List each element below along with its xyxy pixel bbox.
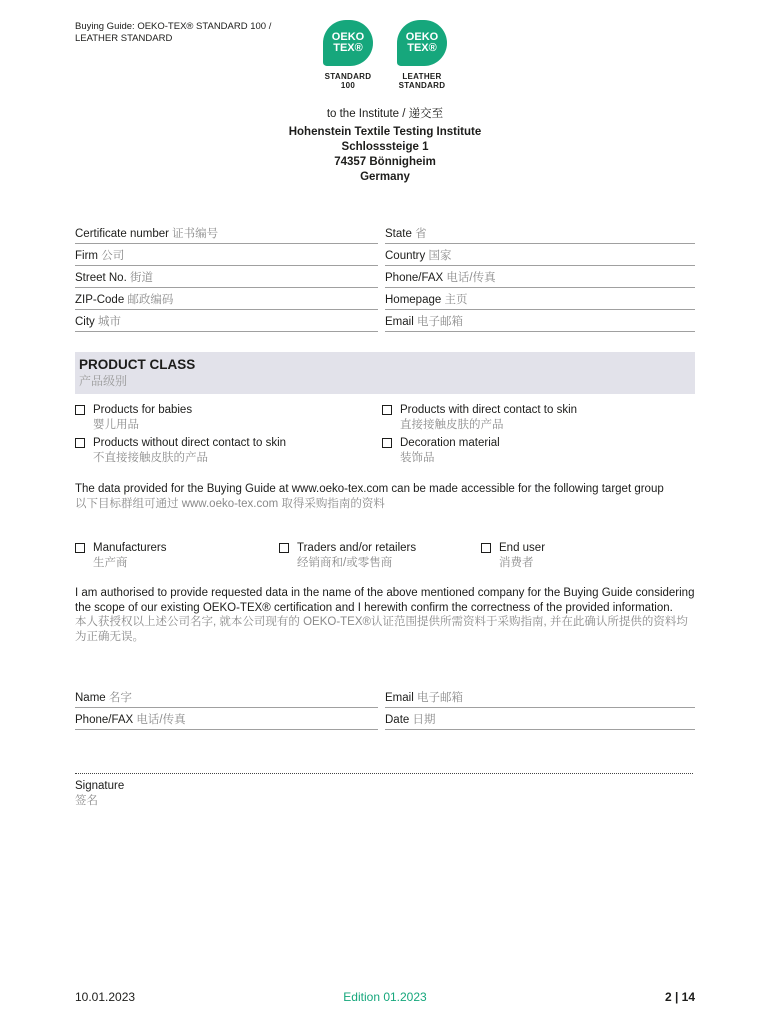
certificate-number-field[interactable]: Certificate number 证书编号 <box>75 222 378 244</box>
oeko-tex-leather-standard-logo: OEKO TEX® LEATHER STANDARD <box>387 20 457 90</box>
checkbox-icon[interactable] <box>481 543 491 553</box>
signature-line[interactable] <box>75 763 693 774</box>
institute-recipient-label: to the Institute / 递交至 <box>326 108 444 120</box>
checkbox-decoration-material[interactable]: Decoration material 装饰品 <box>382 436 695 465</box>
city-field[interactable]: City 城市 <box>75 310 378 332</box>
checkbox-traders-retailers[interactable]: Traders and/or retailers 经销商和/或零售商 <box>279 541 474 570</box>
oeko-tex-standard-100-logo: OEKO TEX® STANDARD 100 <box>313 20 383 90</box>
phone-fax-field[interactable]: Phone/FAX 电话/传真 <box>385 266 695 288</box>
country-field[interactable]: Country 国家 <box>385 244 695 266</box>
buying-guide-title: Buying Guide: OEKO-TEX® STANDARD 100 / LEATHER STANDARD <box>75 21 272 44</box>
homepage-field[interactable]: Homepage 主页 <box>385 288 695 310</box>
checkbox-icon[interactable] <box>75 405 85 415</box>
checkbox-icon[interactable] <box>382 438 392 448</box>
checkbox-products-for-babies[interactable]: Products for babies 婴儿用品 <box>75 403 375 432</box>
date-field[interactable]: Date 日期 <box>385 708 695 730</box>
checkbox-icon[interactable] <box>75 543 85 553</box>
street-field[interactable]: Street No. 街道 <box>75 266 378 288</box>
checkbox-icon[interactable] <box>75 438 85 448</box>
checkbox-end-user[interactable]: End user 消费者 <box>481 541 691 570</box>
signer-phone-fax-field[interactable]: Phone/FAX 电话/传真 <box>75 708 378 730</box>
authorisation-statement: I am authorised to provide requested data in the name of the above mentioned company for the Buying Guide considering the scope of our existing OEKO-TEX® certification and I herewith confirm the correctness of the provided information. 本人获授权以上述公司名字, 就本公司现有的 OEKO-TEX®认证范围提供所需资料于采购指南, 并在此确认所提供的资料均为正确无误。 <box>75 587 695 643</box>
email-field[interactable]: Email 电子邮箱 <box>385 310 695 332</box>
target-group-description: The data provided for the Buying Guide at www.oeko-tex.com can be made accessible for the following target group 以下目标群组可通过 www.oeko-tex.com 取得采购指南的资料 <box>75 483 664 510</box>
checkbox-without-direct-contact[interactable]: Products without direct contact to skin 不直接接触皮肤的产品 <box>75 436 375 465</box>
signer-email-field[interactable]: Email 电子邮箱 <box>385 686 695 708</box>
oeko-tex-logo-icon: OEKO TEX® <box>397 20 447 66</box>
checkbox-manufacturers[interactable]: Manufacturers 生产商 <box>75 541 270 570</box>
page-number: 2 | 14 <box>664 990 695 1004</box>
state-field[interactable]: State 省 <box>385 222 695 244</box>
checkbox-direct-contact-skin[interactable]: Products with direct contact to skin 直接接触皮肤的产品 <box>382 403 695 432</box>
product-class-header: PRODUCT CLASS 产品级别 <box>75 352 695 394</box>
oeko-tex-logo-icon: OEKO TEX® <box>323 20 373 66</box>
firm-field[interactable]: Firm 公司 <box>75 244 378 266</box>
signature-label: Signature 签名 <box>75 780 125 807</box>
zip-code-field[interactable]: ZIP-Code 邮政编码 <box>75 288 378 310</box>
signer-name-field[interactable]: Name 名字 <box>75 686 378 708</box>
checkbox-icon[interactable] <box>279 543 289 553</box>
footer-edition: Edition 01.2023 <box>343 990 427 1004</box>
checkbox-icon[interactable] <box>382 405 392 415</box>
footer-date: 10.01.2023 <box>75 990 136 1004</box>
institute-address: Hohenstein Textile Testing Institute Schlosssteige 1 74357 Bönnigheim Germany <box>288 126 482 183</box>
